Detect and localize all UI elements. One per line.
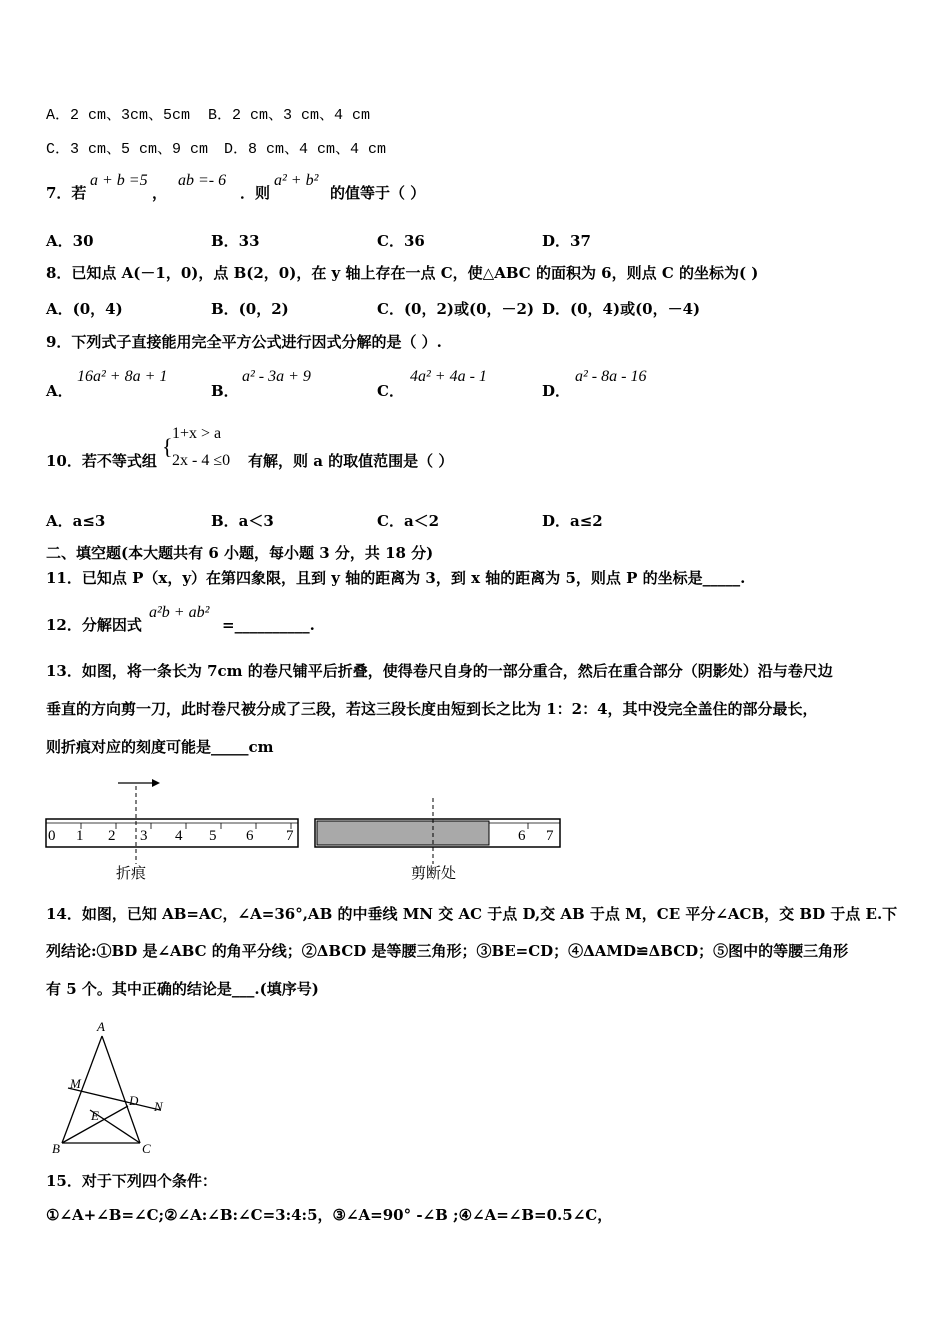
q9-label-b: B． bbox=[211, 382, 239, 400]
q7-mid: ．则 bbox=[240, 184, 271, 202]
q10-inequality-1: 1+x > a bbox=[172, 425, 222, 442]
q7-option-b: B．33 bbox=[211, 232, 260, 250]
q12-expression: a²b + ab² bbox=[149, 604, 210, 621]
q13-line-1: 13．如图，将一条长为 7cm 的卷尺铺平后折叠，使得卷尺自身的一部分重合，然后在重合部分（阴影处）沿与卷尺边 bbox=[46, 662, 833, 680]
folded-tick-7: 7 bbox=[546, 828, 554, 844]
q14-line-2: 列结论:①BD 是∠ABC 的角平分线；②ΔBCD 是等腰三角形；③BE=CD；④ΔAMD≌ΔBCD；⑤图中的等腰三角形 bbox=[46, 942, 849, 960]
point-m: M bbox=[70, 1076, 81, 1091]
q9-label-a: A． bbox=[46, 382, 73, 400]
q9-expression-a: 16a² + 8a + 1 bbox=[77, 368, 168, 385]
triangle-figure bbox=[48, 1016, 178, 1156]
q7-suffix: 的值等于（ ） bbox=[330, 184, 426, 202]
folded-tick-6: 6 bbox=[518, 828, 526, 844]
q15-line-1: 15．对于下列四个条件： bbox=[46, 1172, 217, 1190]
point-a: A bbox=[97, 1019, 105, 1034]
q10-brace: { bbox=[162, 434, 173, 459]
q8-option-d: D．(0，4)或(0，－4) bbox=[542, 300, 701, 318]
q10-prefix: 10．若不等式组 bbox=[46, 452, 157, 470]
q9-expression-d: a² - 8a - 16 bbox=[575, 368, 647, 385]
q8-option-c: C．(0，2)或(0，－2) bbox=[377, 300, 535, 318]
q9-expression-c: 4a² + 4a - 1 bbox=[410, 368, 487, 385]
line-mn bbox=[68, 1088, 160, 1110]
q9-expression-b: a² - 3a + 9 bbox=[242, 368, 311, 385]
fold-label: 折痕 bbox=[116, 866, 147, 882]
ruler-tick-1: 1 bbox=[76, 828, 84, 844]
point-b: B bbox=[52, 1141, 60, 1156]
point-d: D bbox=[129, 1093, 139, 1108]
ruler-tick-7: 7 bbox=[286, 828, 294, 844]
q10-option-b: B．a＜3 bbox=[211, 512, 274, 530]
q14-line-3: 有 5 个。其中正确的结论是___.(填序号) bbox=[46, 980, 319, 998]
q13-line-2: 垂直的方向剪一刀，此时卷尺被分成了三段，若这三段长度由短到长之比为 1：2：4，其中没完全盖住的部分最长， bbox=[46, 700, 818, 718]
q7-equation-2: ab =- 6 bbox=[178, 172, 227, 189]
q10-option-c: C．a＜2 bbox=[377, 512, 440, 530]
side-ab bbox=[62, 1036, 102, 1143]
q10-option-a: A．a≤3 bbox=[46, 512, 106, 530]
overlap-shaded-region bbox=[317, 821, 489, 845]
ruler-tick-4: 4 bbox=[175, 828, 183, 844]
ruler-tick-5: 5 bbox=[209, 828, 217, 844]
q9-label-d: D． bbox=[542, 382, 571, 400]
q10-inequality-2: 2x - 4 ≤0 bbox=[172, 452, 231, 469]
cut-label: 剪断处 bbox=[411, 866, 457, 882]
q12-suffix: =__________. bbox=[222, 616, 315, 634]
ruler-tick-0: 0 bbox=[48, 828, 56, 844]
ruler-figure bbox=[40, 772, 570, 884]
q14-line-1: 14．如图，已知 AB=AC，∠A=36°,AB 的中垂线 MN 交 AC 于点 D,交 AB 于点 M，CE 平分∠ACB，交 BD 于点 E.下 bbox=[46, 905, 898, 923]
q7-equation-1: a + b =5 bbox=[90, 172, 148, 189]
q7-option-c: C．36 bbox=[377, 232, 425, 250]
q6-option-b: B．2 cm、3 cm、4 cm bbox=[208, 107, 371, 124]
q9-label-c: C． bbox=[377, 382, 404, 400]
q12-prefix: 12．分解因式 bbox=[46, 616, 142, 634]
q15-line-2: ①∠A+∠B=∠C;②∠A:∠B:∠C=3:4:5，③∠A=90° -∠B ;④∠A=∠B=0.5∠C， bbox=[46, 1206, 613, 1224]
q6-option-c: C．3 cm、5 cm、9 cm bbox=[46, 141, 209, 158]
q10-option-d: D．a≤2 bbox=[542, 512, 603, 530]
q7-option-d: D．37 bbox=[542, 232, 591, 250]
q6-option-a: A．2 cm、3cm、5cm bbox=[46, 107, 191, 124]
point-e: E bbox=[91, 1108, 99, 1123]
fold-arrow-head bbox=[152, 779, 160, 787]
q6-option-d: D．8 cm、4 cm、4 cm bbox=[224, 141, 387, 158]
ruler-tick-2: 2 bbox=[108, 828, 116, 844]
q7-prefix: 7．若 bbox=[46, 184, 87, 202]
q9-text: 9．下列式子直接能用完全平方公式进行因式分解的是（ ）. bbox=[46, 333, 442, 351]
side-ac bbox=[102, 1036, 140, 1143]
q11-text: 11．已知点 P（x，y）在第四象限，且到 y 轴的距离为 3，到 x 轴的距离为 5，则点 P 的坐标是_____. bbox=[46, 569, 746, 587]
q7-separator: ， bbox=[152, 184, 168, 202]
ruler-tick-6: 6 bbox=[246, 828, 254, 844]
q13-line-3: 则折痕对应的刻度可能是_____cm bbox=[46, 738, 274, 756]
point-c: C bbox=[142, 1141, 151, 1156]
q8-option-b: B．(0，2) bbox=[211, 300, 289, 318]
point-n: N bbox=[154, 1099, 163, 1114]
section-2-heading: 二、填空题(本大题共有 6 小题，每小题 3 分，共 18 分) bbox=[46, 544, 434, 562]
q10-suffix: 有解，则 a 的取值范围是（ ） bbox=[248, 452, 454, 470]
q8-option-a: A．(0，4) bbox=[46, 300, 123, 318]
ruler-tick-3: 3 bbox=[140, 828, 148, 844]
q7-option-a: A．30 bbox=[46, 232, 94, 250]
q7-expression: a² + b² bbox=[274, 172, 319, 189]
q8-text: 8．已知点 A(－1，0)，点 B(2，0)，在 y 轴上存在一点 C，使△ABC 的面积为 6，则点 C 的坐标为( ) bbox=[46, 264, 759, 282]
